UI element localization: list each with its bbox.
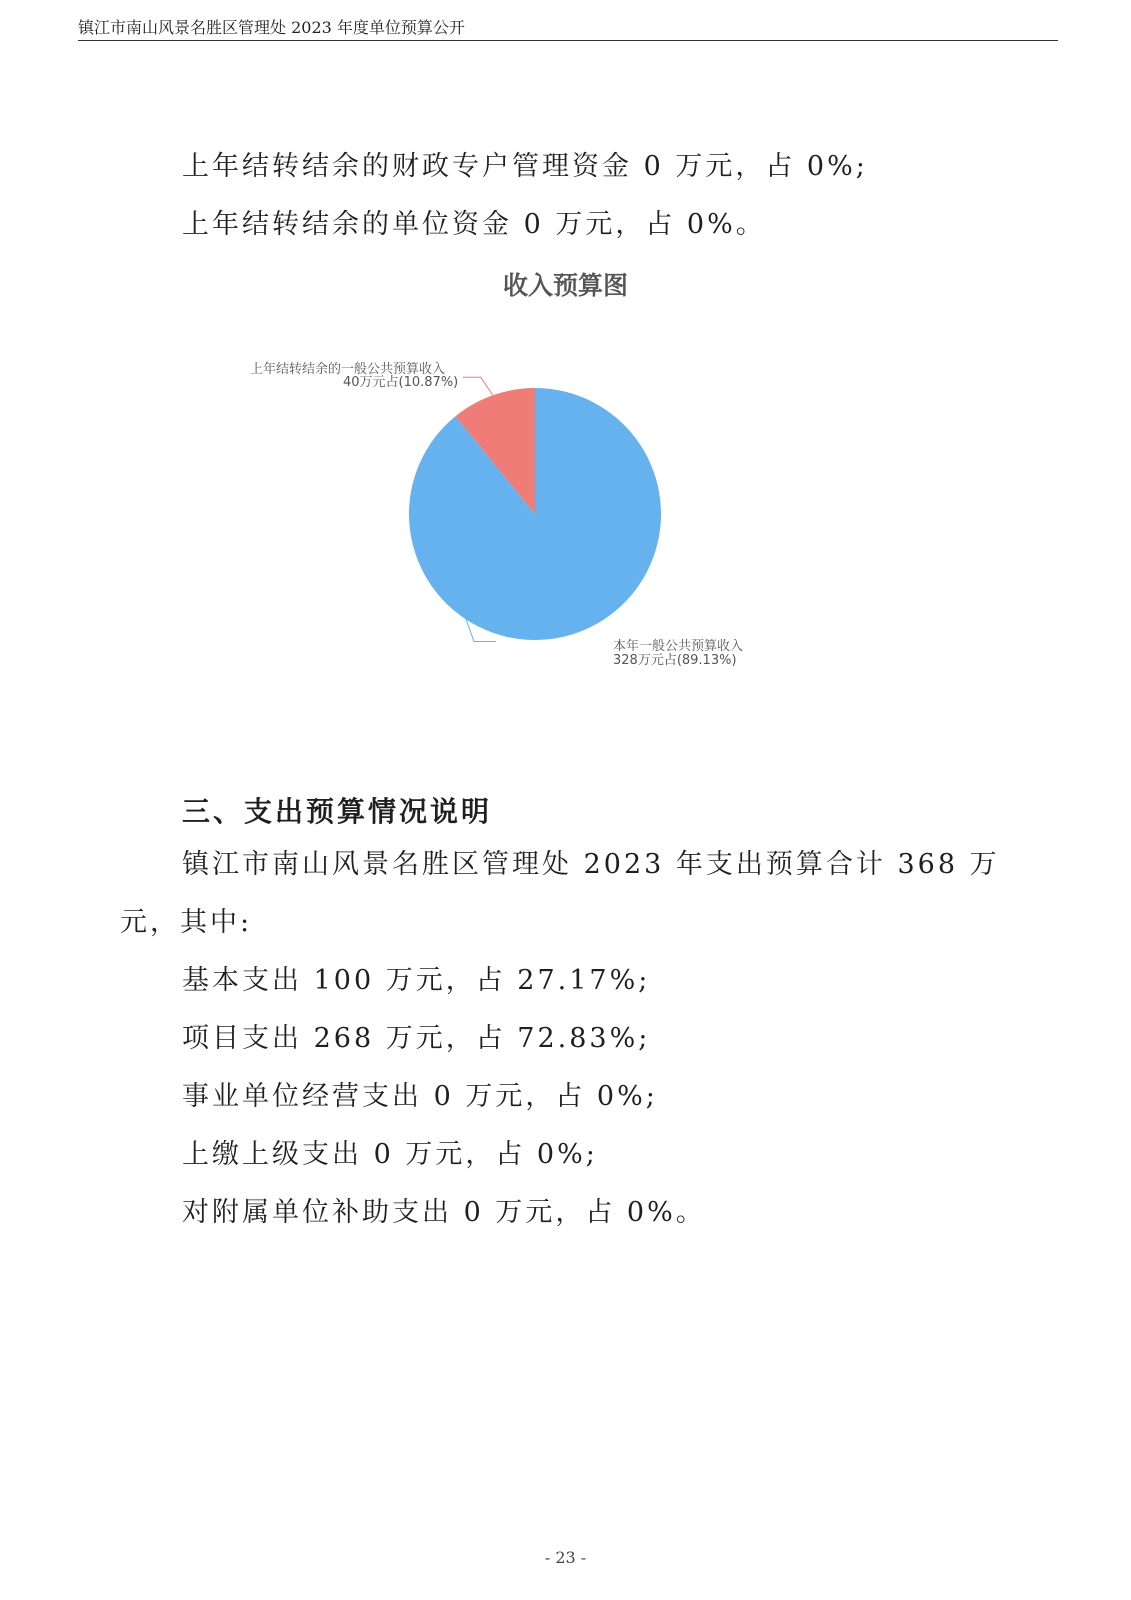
income-pie-chart [0, 300, 1131, 700]
paragraph-line: 上年结转结余的财政专户管理资金 0 万元，占 0%; [182, 151, 868, 182]
slice-label-name-current-year: 本年一般公共预算收入 [613, 639, 744, 654]
paragraph-line: 镇江市南山风景名胜区管理处 2023 年支出预算合计 368 万 [182, 849, 1000, 880]
expense-item: 事业单位经营支出 0 万元，占 0%; [182, 1081, 658, 1112]
slice-label-value-current-year: 328万元占(89.13%) [613, 653, 737, 668]
running-header: 镇江市南山风景名胜区管理处 2023 年度单位预算公开 [78, 18, 1058, 41]
section-heading: 三、支出预算情况说明 [182, 795, 493, 828]
page-number: - 23 - [544, 1548, 587, 1567]
leader-line-carryover [463, 377, 493, 395]
expense-item: 项目支出 268 万元，占 72.83%; [182, 1023, 651, 1054]
pie-slice-current-year-income [409, 388, 661, 640]
expense-item: 对附属单位补助支出 0 万元，占 0%。 [182, 1197, 706, 1228]
slice-label-name-carryover: 上年结转结余的一般公共预算收入 [250, 362, 446, 377]
paragraph-line: 上年结转结余的单位资金 0 万元，占 0%。 [182, 209, 766, 240]
paragraph-line: 元，其中: [120, 907, 253, 938]
slice-label-value-carryover: 40万元占(10.87%) [343, 375, 459, 390]
expense-item: 基本支出 100 万元，占 27.17%; [182, 965, 651, 996]
expense-item: 上缴上级支出 0 万元，占 0%; [182, 1139, 598, 1170]
chart-title: 收入预算图 [502, 271, 628, 300]
